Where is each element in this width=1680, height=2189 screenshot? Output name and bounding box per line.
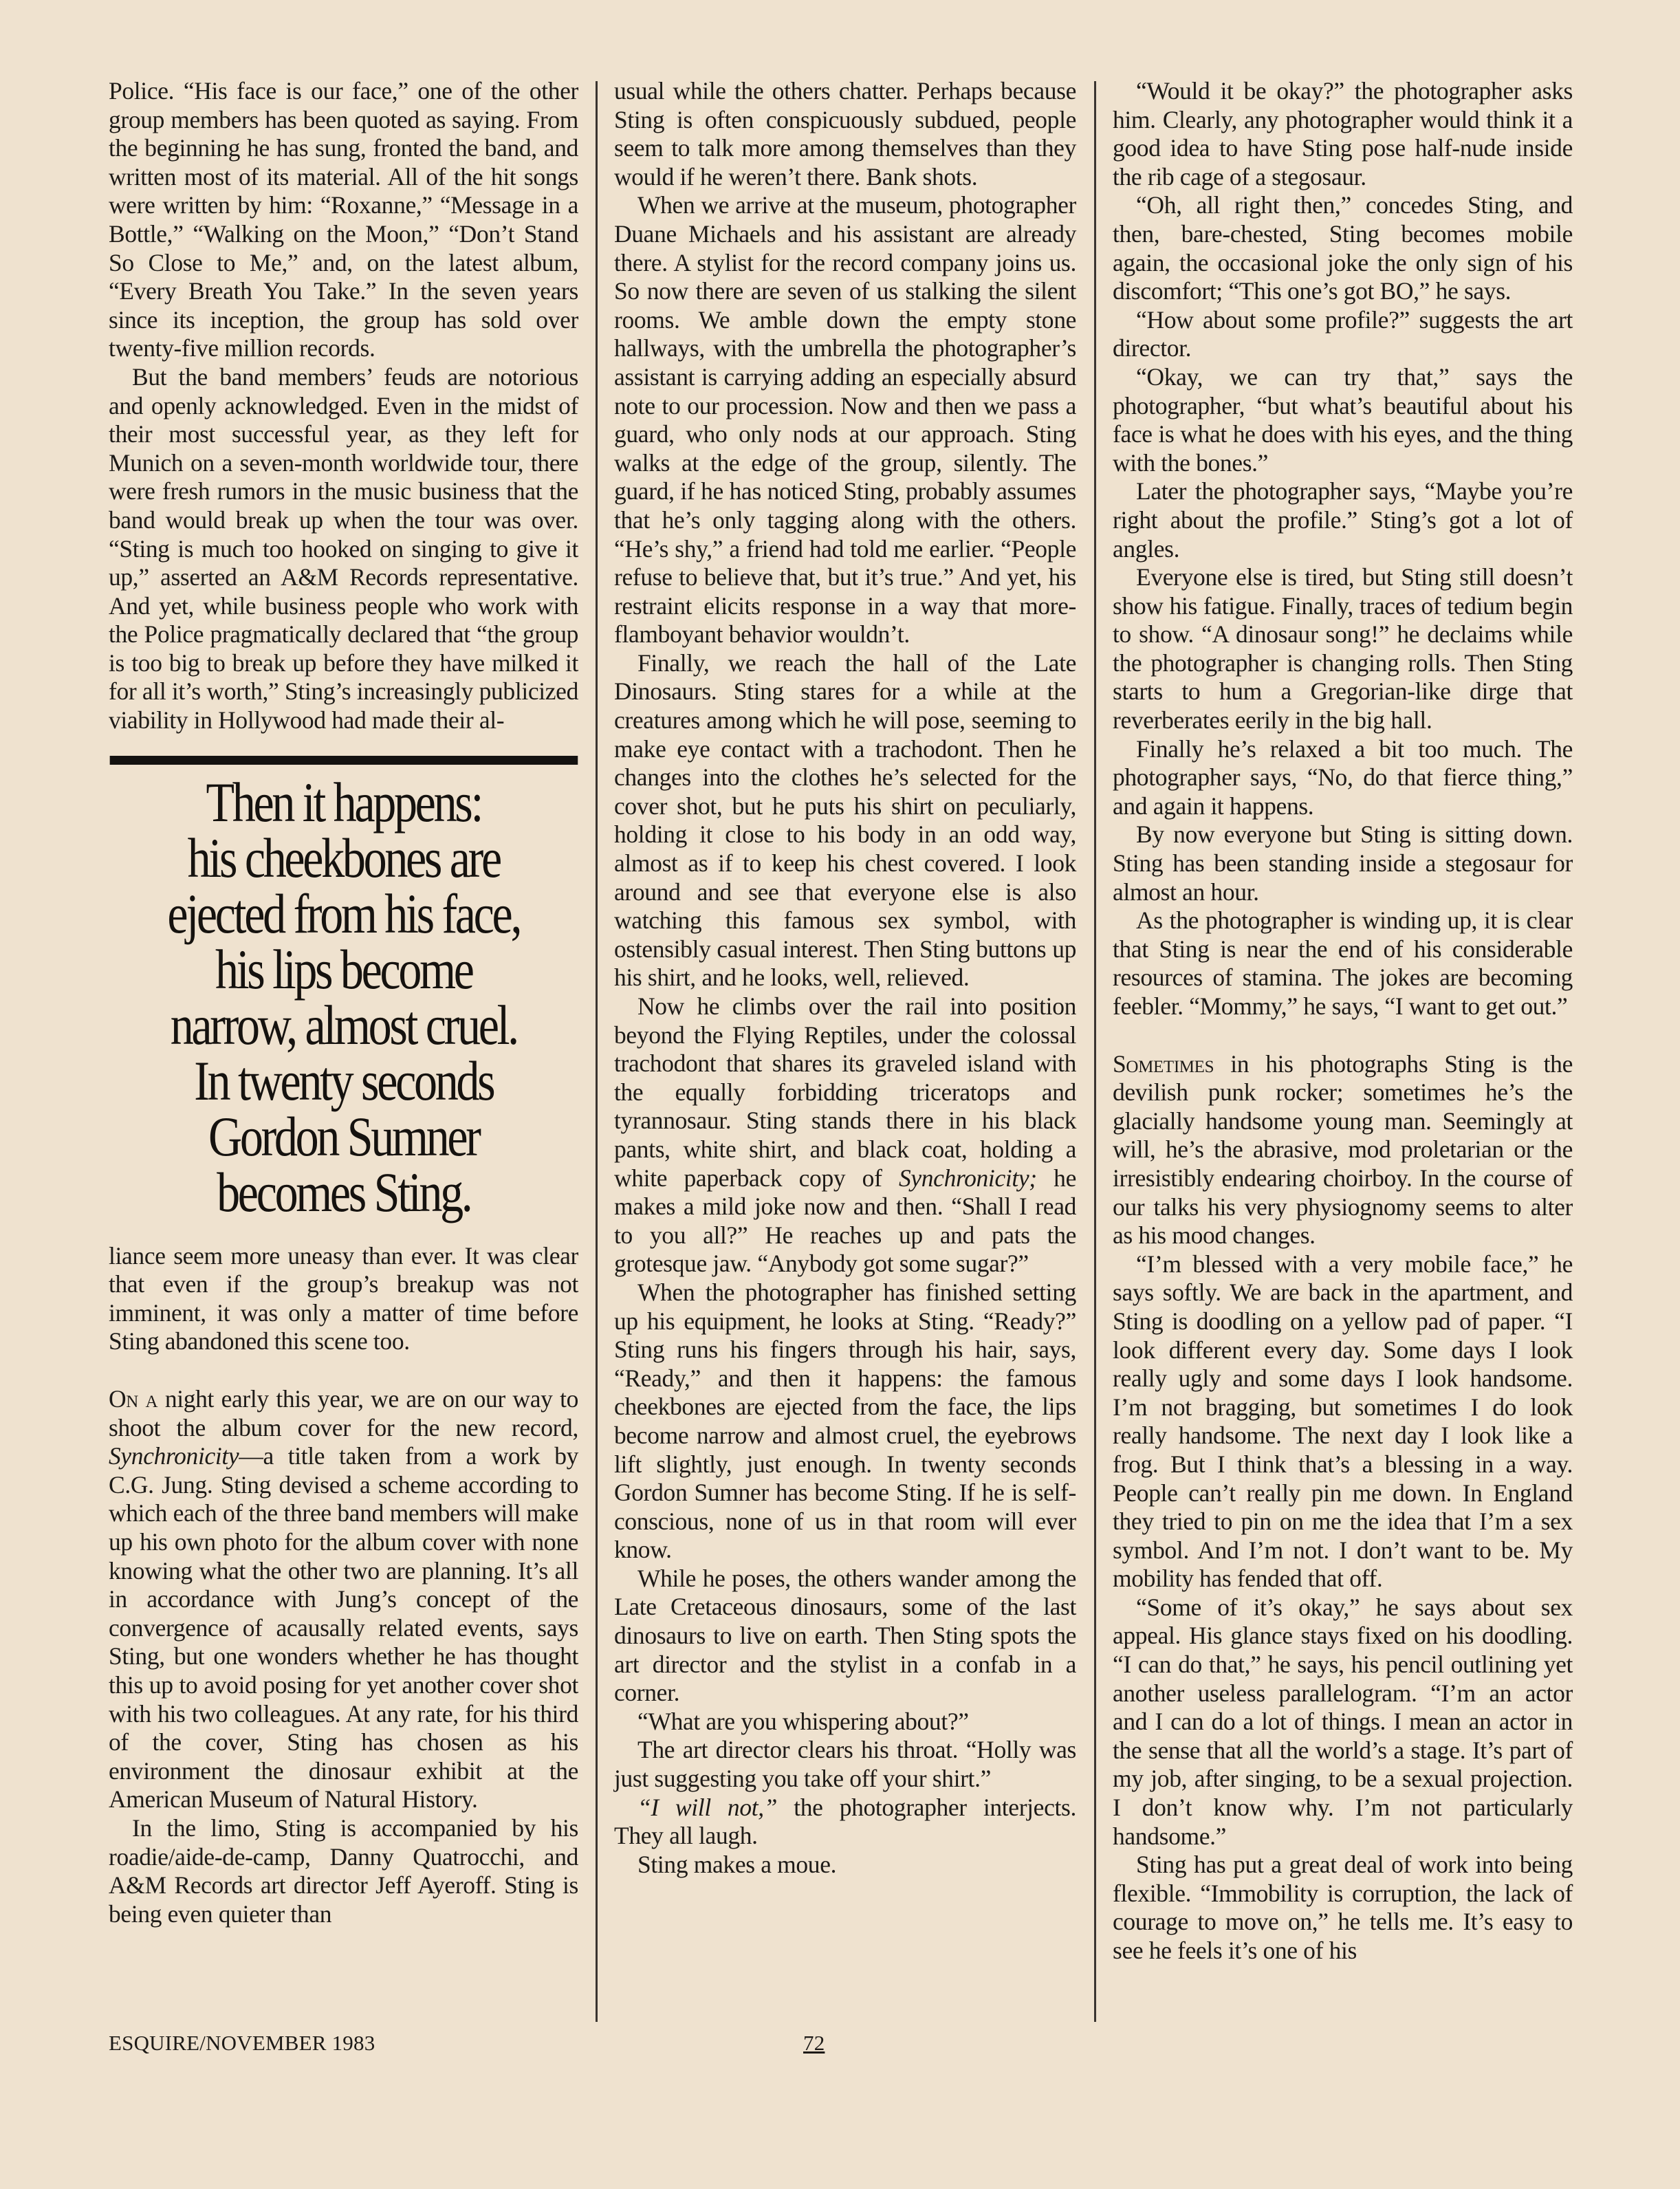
pull-quote-line: becomes Sting. <box>216 1160 471 1223</box>
paragraph: When the photographer has finished setting up his equipment, he looks at Sting. “Ready?” Sting runs his fingers through his hair, says, “Ready,” and then it happens: the famous cheekbones are ejected from the face, the lips become narrow and almost cruel, the eyebrows lift slightly, just enough. In twenty seconds Gordon Sumner has become Sting. If he is self-conscious, none of us in that room will ever know. <box>614 1278 1076 1564</box>
paragraph: Finally, we reach the hall of the Late Dinosaurs. Sting stares for a while at the creatures among which he will pose, seeming to make eye contact with a trachodont. Then he changes into the clothes he’s selected for the cover shot, but he puts his shirt on peculiarly, holding it close to his body in an odd way, almost as if to keep his chest covered. I look around and see that everyone else is also watching this famous sex symbol, with ostensibly casual interest. Then Sting buttons up his shirt, and he looks, well, relieved. <box>614 649 1076 992</box>
section-paragraph <box>109 1385 578 1814</box>
pull-quote-line: his cheekbones are <box>187 826 500 889</box>
pull-quote-line: Then it happens: <box>206 770 481 834</box>
text-run: in his photographs Sting is the devilish punk rocker; sometimes he’s the glacially handsome young man. Seemingly at will, he’s the abrasive, mod proletarian or the irresistibly endearing choirboy. In the course of our talks his very physiognomy seems to alter as his mood changes. <box>1113 1049 1573 1250</box>
pull-quote <box>109 756 577 1223</box>
pull-quote-line: his lips become <box>215 937 472 1001</box>
paragraph <box>614 1794 1076 1851</box>
paragraph: “Okay, we can try that,” says the photographer, “but what’s beautiful about his face is what he does with his eyes, and the thing with the bones.” <box>1113 362 1573 477</box>
italic-quote: “I will not,” <box>637 1793 778 1821</box>
paragraph: “How about some profile?” suggests the art director. <box>1113 305 1573 362</box>
paragraph: The art director clears his throat. “Holly was just suggesting you take off your shirt.” <box>614 1736 1076 1793</box>
paragraph: “I’m blessed with a very mobile face,” he says softly. We are back in the apartment, and Sting is doodling on a yellow pad of paper. “I look different every day. Some days I look really ugly and some days I look handsome. I’m not bragging, but sometimes I do look really handsome. The next day I look like a frog. But I think that’s a blessing in a way. People can’t really pin me down. In England they tried to pin on me the idea that I’m a sex symbol. And I’m not. I don’t want to be. My mobility has fended that off. <box>1113 1250 1573 1593</box>
paragraph: When we arrive at the museum, photographer Duane Michaels and his assistant are already there. A stylist for the record company joins us. So now there are seven of us stalking the silent rooms. We amble down the empty stone hallways, with the umbrella the photographer’s assistant is carrying adding an especially absurd note to our procession. Now and then we pass a guard, who only nods at our approach. Sting walks at the edge of the group, silently. The guard, if he has noticed Sting, probably assumes that he’s only tagging along with the others. “He’s shy,” a friend had told me earlier. “People refuse to believe that, but it’s true.” And yet, his restraint elicits response in a way that more-flamboyant behavior wouldn’t. <box>614 191 1076 649</box>
paragraph <box>614 992 1076 1278</box>
italic-title: Synchronicity <box>109 1442 239 1470</box>
publication-footer: ESQUIRE/NOVEMBER 1983 <box>109 2031 375 2055</box>
paragraph: usual while the others chatter. Perhaps because Sting is often conspicuously subdued, people seem to talk more among themselves than they would if he weren’t there. Bank shots. <box>614 77 1076 190</box>
italic-title: Synchronicity; <box>898 1164 1037 1192</box>
text-run: Now he climbs over the rail into position beyond the Flying Reptiles, under the colossal trachodont that shares its graveled island with the equally forbidding triceratops and tyrannosaur. Sting stands there in his black pants, white shirt, and black coat, holding a white paperback copy of <box>614 992 1076 1192</box>
paragraph: liance seem more uneasy than ever. It was clear that even if the group’s breakup was not imminent, it was only a matter of time before Sting abandoned this scene too. <box>109 1241 578 1355</box>
paragraph: Everyone else is tired, but Sting still doesn’t show his fatigue. Finally, traces of tedium begin to show. “A dinosaur song!” he declaims while the photographer is changing rolls. Then Sting starts to hum a Gregorian-like dirge that reverberates eerily in the big hall. <box>1113 563 1573 734</box>
paragraph: By now everyone but Sting is sitting down. Sting has been standing inside a stegosaur for almost an hour. <box>1113 820 1573 906</box>
pull-quote-line: ejected from his face, <box>167 882 520 945</box>
paragraph: “What are you whispering about?” <box>637 1707 969 1735</box>
text-run: the photographer interjects. They all laugh. <box>614 1793 1076 1850</box>
paragraph: “Would it be okay?” the photographer asks him. Clearly, any photographer would think it a good idea to have Sting pose half-nude inside the rib cage of a stegosaur. <box>1113 77 1573 190</box>
paragraph: But the band members’ feuds are notorious and openly acknowledged. Even in the midst of their most successful year, as they left for Munich on a seven-month worldwide tour, there were fresh rumors in the music business that the band would break up when the tour was over. “Sting is much too hooked on singing to give it up,” asserted an A&M Records representative. And yet, while business people who work with the Police pragmatically declared that “the group is too big to break up before they have milked it for all it’s worth,” Sting’s increasingly publicized viability in Hollywood had made their al- <box>109 362 578 734</box>
text-run: he makes a mild joke now and then. “Shall I read to you all?” He reaches up and pats the grotesque jaw. “Anybody got some sugar?” <box>614 1164 1076 1278</box>
paragraph: As the photographer is winding up, it is clear that Sting is near the end of his considerable resources of stamina. The jokes are becoming feebler. “Mommy,” he says, “I want to get out.” <box>1113 906 1573 1020</box>
pull-quote-line: In twenty seconds <box>193 1049 493 1112</box>
article-column-1 <box>109 77 578 1928</box>
article-column-2 <box>614 77 1076 1879</box>
paragraph: Police. “His face is our face,” one of the other group members has been quoted as saying. From the beginning he has sung, fronted the band, and written most of its material. All of the hit songs were written by him: “Roxanne,” “Message in a Bottle,” “Walking on the Moon,” “Don’t Stand So Close to Me,” and, on the latest album, “Every Breath You Take.” In the seven years since its inception, the group has sold over twenty-five million records. <box>109 77 578 362</box>
pull-quote-line: Gordon Sumner <box>208 1104 479 1168</box>
column-divider <box>1094 81 1096 2022</box>
pull-quote-line: narrow, almost cruel. <box>170 993 517 1056</box>
paragraph: “Oh, all right then,” concedes Sting, and then, bare-chested, Sting becomes mobile again, the occasional joke the only sign of his discomfort; “This one’s got BO,” he says. <box>1113 191 1573 305</box>
section-lead-in: On a <box>109 1385 158 1413</box>
paragraph: Finally he’s relaxed a bit too much. The photographer says, “No, do that fierce thing,” and again it happens. <box>1113 734 1573 820</box>
section-paragraph <box>1113 1050 1573 1250</box>
paragraph: “Some of it’s okay,” he says about sex appeal. His glance stays fixed on his doodling. “I can do that,” he says, his pencil outlining yet another useless parallelogram. “I’m an actor and I can do a lot of things. I mean an actor in the sense that all the world’s a stage. It’s part of my job, after singing, to be a sexual projection. I don’t know why. I’m not particularly handsome.” <box>1113 1593 1573 1850</box>
section-lead-in: Sometimes <box>1113 1049 1214 1078</box>
paragraph: Sting has put a great deal of work into being flexible. “Immobility is corruption, the lack of courage to move on,” he tells me. It’s easy to see he feels it’s one of his <box>1113 1851 1573 1964</box>
paragraph: Sting makes a moue. <box>637 1850 837 1878</box>
page-number: 72 <box>803 2031 825 2055</box>
article-column-3 <box>1113 77 1573 1965</box>
paragraph: In the limo, Sting is accompanied by his roadie/aide-de-camp, Danny Quatrocchi, and A&M Records art director Jeff Ayeroff. Sting is being even quieter than <box>109 1814 578 1928</box>
column-divider <box>596 81 598 2022</box>
paragraph: While he poses, the others wander among the Late Cretaceous dinosaurs, some of the last dinosaurs to live on earth. Then Sting spots the art director and the stylist in a confab in a corner. <box>614 1564 1076 1707</box>
paragraph: Later the photographer says, “Maybe you’re right about the profile.” Sting’s got a lot of angles. <box>1113 477 1573 563</box>
text-run: night early this year, we are on our way to shoot the album cover for the new record, <box>109 1385 578 1441</box>
text-run: —a title taken from a work by C.G. Jung. Sting devised a scheme according to which each of the three band members will make up his own photo for the album cover with none knowing what the other two are planning. It’s all in accordance with Jung’s concept of the convergence of acausally related events, says Sting, but one wonders whether he has thought this up to avoid posing for yet another cover shot with his two colleagues. At any rate, for his third of the cover, Sting has chosen as his environment the dinosaur exhibit at the American Museum of Natural History. <box>109 1442 578 1814</box>
